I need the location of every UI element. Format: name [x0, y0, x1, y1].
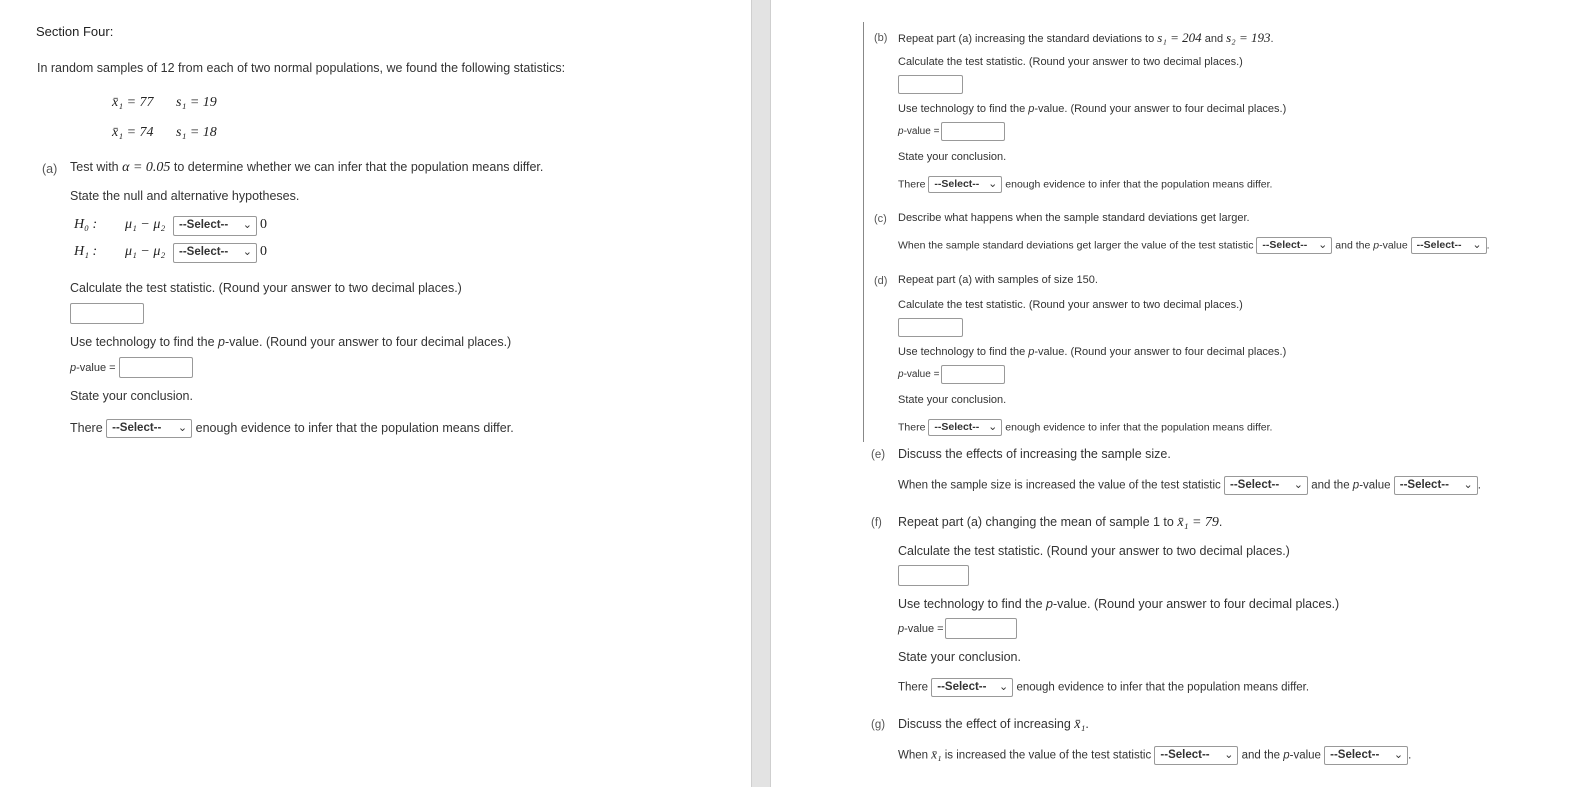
f-conclusion-select[interactable] [931, 678, 1013, 697]
stat-s-2: s₁ = 18 [176, 125, 217, 140]
problem-intro: In random samples of 12 from each of two normal populations, we found the following statistics: [37, 61, 566, 75]
part-f-xbar: x̄₁ = 79 [1177, 515, 1219, 530]
part-a-prompt-post: to determine whether we can infer that the population means differ. [173, 160, 544, 174]
alpha-value: α = 0.05 [122, 160, 171, 175]
e-test-stat-select-value: --Select-- [1230, 479, 1280, 491]
h0-zero: 0 [260, 217, 267, 232]
d-test-stat-input[interactable] [898, 318, 963, 337]
part-d-prompt: Repeat part (a) with samples of size 150. [898, 274, 1098, 286]
d-pvalue-input[interactable] [941, 365, 1005, 384]
part-f-prompt [898, 515, 1222, 531]
f-conclusion-sentence [898, 678, 1309, 697]
part-c-label: (c) [874, 213, 887, 225]
part-e-label: (e) [871, 449, 886, 461]
part-g-prompt-pre: Discuss the effect of increasing [898, 717, 1071, 731]
e-sentence-pre: When the sample size is increased the value of the test statistic [898, 479, 1221, 492]
part-b-s1: s₁ = 204 [1157, 30, 1202, 45]
b-conclusion-select-value: --Select-- [934, 178, 980, 190]
part-g-label: (g) [871, 719, 886, 731]
g-sentence-post: is increased the value of the test statistic [944, 749, 1152, 762]
panel-divider [751, 0, 771, 787]
g-end: . [1408, 749, 1412, 762]
a-conclusion-sentence [70, 419, 514, 438]
a-pvalue-label-p: p [70, 362, 77, 374]
part-b-and: and [1204, 33, 1224, 45]
h1-relation-select-value: --Select-- [179, 246, 229, 258]
f-pvalue-prompt-p: p [1046, 597, 1053, 611]
a-pvalue-label-rest: -value = [76, 362, 116, 374]
a-conclusion-select-value: --Select-- [112, 422, 162, 434]
part-a-label: (a) [42, 162, 58, 176]
section-vertical-rule [863, 22, 864, 442]
d-conclusion-sentence [898, 419, 1272, 436]
h1-relation-select[interactable] [173, 243, 257, 263]
g-mid-pre: and the [1241, 749, 1284, 762]
f-pvalue-label [898, 623, 944, 635]
stat-xbar-1: x̄₁ = 77 [112, 95, 154, 110]
chevron-down-icon: ⌄ [988, 421, 998, 433]
e-pvalue-select-value: --Select-- [1399, 479, 1449, 491]
chevron-down-icon: ⌄ [1293, 479, 1304, 491]
e-mid-pre: and the [1311, 479, 1353, 492]
b-test-stat-prompt: Calculate the test statistic. (Round your answer to two decimal places.) [898, 56, 1243, 68]
a-test-stat-input[interactable] [70, 303, 144, 324]
h0-label: H₀ : [74, 217, 98, 232]
c-sentence-pre: When the sample standard deviations get larger the value of the test statistic [898, 239, 1254, 252]
a-conclusion-select[interactable] [106, 419, 192, 438]
d-pvalue-label [898, 369, 939, 380]
b-test-stat-input[interactable] [898, 75, 963, 94]
g-pvalue-select[interactable] [1324, 746, 1408, 765]
part-g-prompt [898, 717, 1089, 733]
h0-mu-expression: μ₁ − μ₂ [125, 217, 166, 232]
e-mid-p: p [1352, 479, 1360, 492]
stat-xbar-2: x̄₁ = 74 [112, 125, 154, 140]
a-pvalue-prompt-pre: Use technology to find the [70, 335, 219, 349]
f-pvalue-prompt-pre: Use technology to find the [898, 597, 1047, 611]
g-mid-post: -value [1289, 749, 1321, 762]
chevron-down-icon: ⌄ [1318, 239, 1328, 251]
g-mid-p: p [1283, 749, 1290, 762]
c-test-stat-select[interactable] [1256, 237, 1332, 254]
part-b-period: . [1270, 33, 1274, 45]
g-sentence [898, 746, 1411, 765]
part-a-prompt [70, 160, 543, 176]
chevron-down-icon: ⌄ [988, 178, 998, 190]
a-pvalue-prompt-post: -value. (Round your answer to four decimal places.) [224, 335, 512, 349]
chevron-down-icon: ⌄ [242, 219, 252, 231]
b-conclusion-post: enough evidence to infer that the population means differ. [1005, 178, 1273, 191]
g-sentence-xbar: x̄₁ [931, 746, 942, 762]
d-conclusion-select-value: --Select-- [934, 421, 980, 433]
part-c-prompt: Describe what happens when the sample standard deviations get larger. [898, 212, 1250, 224]
d-conclusion-select[interactable] [928, 419, 1002, 436]
f-conclusion-select-value: --Select-- [937, 681, 987, 693]
c-mid-p: p [1373, 239, 1380, 252]
d-pvalue-prompt-p: p [1028, 346, 1035, 358]
b-conclusion-prompt: State your conclusion. [898, 151, 1007, 163]
g-pvalue-select-value: --Select-- [1330, 749, 1380, 761]
part-b-s2: s₂ = 193 [1226, 30, 1271, 45]
g-test-stat-select[interactable] [1154, 746, 1238, 765]
f-pvalue-label-p: p [898, 623, 905, 635]
f-test-stat-prompt: Calculate the test statistic. (Round your answer to two decimal places.) [898, 544, 1290, 558]
a-conclusion-post: enough evidence to infer that the population means differ. [195, 420, 514, 435]
b-pvalue-label-rest: -value = [903, 126, 940, 137]
b-conclusion-sentence [898, 176, 1272, 193]
b-pvalue-prompt-post: -value. (Round your answer to four decimal places.) [1034, 103, 1287, 115]
chevron-down-icon: ⌄ [1393, 749, 1404, 761]
stat-s-1: s₁ = 19 [176, 95, 217, 110]
b-pvalue-prompt-pre: Use technology to find the [898, 103, 1029, 115]
chevron-down-icon: ⌄ [1463, 479, 1473, 491]
part-f-label: (f) [871, 517, 882, 529]
a-conclusion-prompt: State your conclusion. [70, 389, 193, 403]
part-e-prompt: Discuss the effects of increasing the sample size. [898, 447, 1171, 461]
c-mid-post: -value [1379, 239, 1408, 252]
b-pvalue-prompt-p: p [1028, 103, 1035, 115]
h0-relation-select-value: --Select-- [179, 219, 229, 231]
a-pvalue-label [70, 362, 116, 374]
e-end: . [1477, 479, 1481, 492]
part-a-prompt-pre: Test with [70, 160, 119, 174]
a-pvalue-input[interactable] [119, 357, 193, 378]
b-pvalue-label [898, 126, 939, 137]
b-pvalue-prompt [898, 103, 1286, 115]
e-mid-post: -value [1359, 479, 1391, 492]
chevron-down-icon: ⌄ [1472, 239, 1482, 251]
b-pvalue-label-p: p [898, 126, 904, 137]
c-mid-pre: and the [1335, 239, 1374, 252]
f-pvalue-input[interactable] [945, 618, 1017, 639]
g-sentence-pre: When [898, 749, 929, 762]
part-g-period: . [1085, 717, 1089, 731]
chevron-down-icon: ⌄ [242, 246, 252, 258]
e-sentence [898, 476, 1481, 495]
d-pvalue-label-p: p [898, 369, 904, 380]
chevron-down-icon: ⌄ [999, 681, 1009, 693]
c-test-stat-select-value: --Select-- [1262, 239, 1308, 251]
section-title: Section Four: [36, 24, 114, 39]
f-pvalue-label-rest: -value = [904, 623, 944, 635]
e-pvalue-select[interactable] [1394, 476, 1478, 495]
d-pvalue-prompt [898, 346, 1286, 358]
chevron-down-icon: ⌄ [1224, 749, 1234, 761]
part-b-prompt [898, 30, 1274, 46]
hypotheses-prompt: State the null and alternative hypotheses. [70, 189, 300, 203]
chevron-down-icon: ⌄ [177, 422, 188, 434]
f-there-text: There [898, 681, 929, 694]
b-pvalue-input[interactable] [941, 122, 1005, 141]
c-sentence [898, 237, 1490, 254]
c-pvalue-select-value: --Select-- [1416, 239, 1462, 251]
part-f-period: . [1218, 515, 1223, 529]
d-pvalue-label-rest: -value = [903, 369, 940, 380]
e-test-stat-select[interactable] [1224, 476, 1308, 495]
d-pvalue-prompt-pre: Use technology to find the [898, 346, 1029, 358]
d-there-text: There [898, 421, 926, 434]
part-d-label: (d) [874, 275, 888, 287]
c-end: . [1486, 239, 1490, 252]
d-test-stat-prompt: Calculate the test statistic. (Round your answer to two decimal places.) [898, 299, 1243, 311]
d-conclusion-prompt: State your conclusion. [898, 394, 1007, 406]
f-pvalue-prompt [898, 597, 1339, 611]
h0-relation-select[interactable] [173, 216, 257, 236]
c-pvalue-select[interactable] [1411, 237, 1487, 254]
f-conclusion-prompt: State your conclusion. [898, 650, 1021, 664]
b-conclusion-select[interactable] [928, 176, 1002, 193]
b-there-text: There [898, 178, 926, 191]
f-pvalue-prompt-post: -value. (Round your answer to four decimal places.) [1052, 597, 1340, 611]
d-conclusion-post: enough evidence to infer that the population means differ. [1005, 421, 1273, 434]
part-g-xbar: x̄₁ [1074, 717, 1086, 732]
h1-label: H₁ : [74, 244, 98, 259]
a-test-stat-prompt: Calculate the test statistic. (Round your answer to two decimal places.) [70, 281, 462, 295]
f-test-stat-input[interactable] [898, 565, 969, 586]
a-there-text: There [70, 420, 103, 435]
part-b-label: (b) [874, 32, 888, 44]
part-f-prompt-pre: Repeat part (a) changing the mean of sample 1 to [898, 515, 1174, 529]
part-b-prompt-pre: Repeat part (a) increasing the standard deviations to [898, 33, 1155, 45]
h1-mu-expression: μ₁ − μ₂ [125, 244, 166, 259]
g-test-stat-select-value: --Select-- [1160, 749, 1210, 761]
h1-zero: 0 [260, 244, 267, 259]
a-pvalue-prompt-p: p [218, 335, 225, 349]
f-conclusion-post: enough evidence to infer that the population means differ. [1016, 681, 1310, 694]
d-pvalue-prompt-post: -value. (Round your answer to four decimal places.) [1034, 346, 1287, 358]
a-pvalue-prompt [70, 335, 511, 349]
